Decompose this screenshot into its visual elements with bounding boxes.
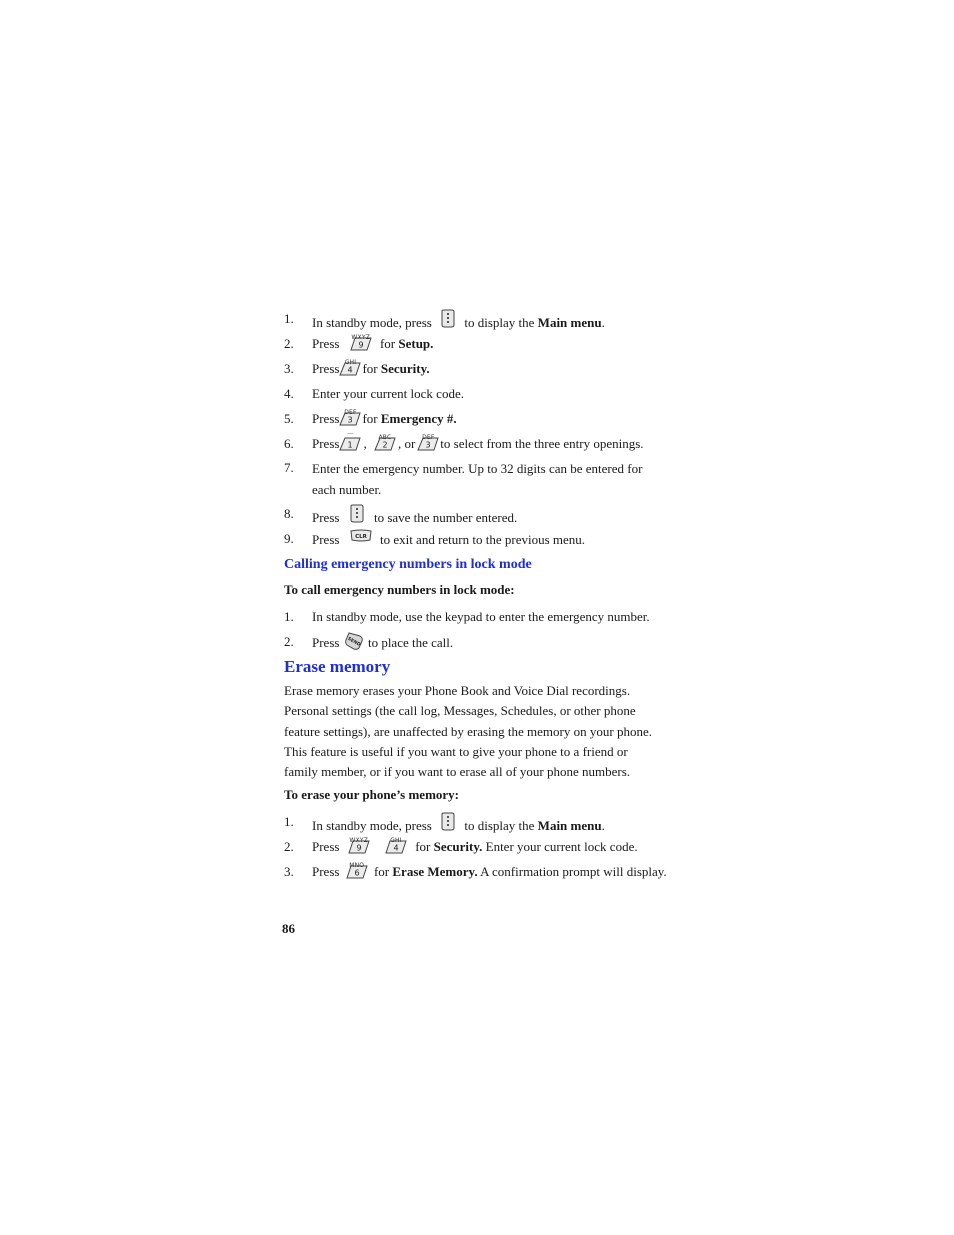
send-key-icon <box>345 632 364 650</box>
procedure-lead: To erase your phone’s memory: <box>284 787 460 802</box>
svg-text:4: 4 <box>347 365 353 375</box>
svg-text:4: 4 <box>393 843 399 853</box>
digit-key-icon: WXYZ 9 <box>349 837 369 853</box>
svg-text:3: 3 <box>347 415 353 425</box>
svg-text:1: 1 <box>347 440 353 450</box>
procedure-lead: To call emergency numbers in lock mode: <box>284 582 515 597</box>
digit-key-icon: GHI 4 <box>339 362 361 376</box>
svg-text:9: 9 <box>358 340 364 350</box>
digit-key-icon: GHI 4 <box>384 840 408 854</box>
digit-key-icon: DEF 3 <box>417 437 439 451</box>
svg-text:9: 9 <box>356 843 362 853</box>
body-paragraph: Erase memory erases your Phone Book and Voice Dial recordings. Personal settings (the call log, Messages, Schedules, or other phone feature settings), are unaffected by erasing the memory on your phone. This feature is useful if you want to give your phone to a friend or family member, or if you want to erase all of your phone numbers. <box>284 683 652 780</box>
svg-text:CLR: CLR <box>354 534 367 540</box>
clr-key-icon <box>349 529 373 543</box>
digit-key-icon: WXYZ 9 <box>351 334 371 350</box>
section-subheading: Calling emergency numbers in lock mode <box>284 557 532 572</box>
menu-key-icon <box>349 504 365 523</box>
menu-key-icon <box>439 309 457 328</box>
svg-text:6: 6 <box>354 868 360 878</box>
digit-key-icon: DEF 3 <box>339 412 361 426</box>
svg-text:SEND: SEND <box>346 636 361 648</box>
svg-text:2: 2 <box>382 440 388 450</box>
digit-key-icon: ABC 2 <box>374 437 396 451</box>
manual-page: 1. In standby mode, press to display the Main menu. 2. Press WXYZ 9 for Setup. 3. Press GHI 4 for Security. 4. Enter your current lock code. 5. Press DEF 3 for Emergency #. 6. Press ⌒ 1 , ABC 2 , or DEF 3 to select from the three entry openings. 7. Enter the emergency number. Up to 32 digits can be entered for each number. 8. Press to save the number entered. 9. Press CLR to exit and return to the previous menu. Calling emergency numbers in lock mode To call emergency numbers in lock mode: 1. In standby mode, use the keypad to enter the emergency number. 2. Press SEND to place the call. Erase memory Erase memory erases your Phone Book and Voice Dial recordings. Personal settings (the call log, Messages, Schedules, or other phone feature settings), are unaffected by erasing the memory on your phone. This feature is useful if you want to give your phone to a friend or family member, or if you want to erase all of your phone numbers. To erase your phone’s memory: 1. In standby mode, press to display the Main menu. 2. Press WXYZ 9 GHI 4 for Security. Enter your current lock code. 3. Press MNO 6 for Erase Memory. A confirmation prompt will display. 86 <box>282 311 667 936</box>
menu-key-icon <box>439 812 457 831</box>
page-number: 86 <box>282 921 295 936</box>
digit-key-icon: ⌒ 1 <box>339 437 361 451</box>
section-heading: Erase memory <box>284 657 391 676</box>
digit-key-icon: MNO 6 <box>345 865 369 879</box>
svg-text:3: 3 <box>425 440 431 450</box>
